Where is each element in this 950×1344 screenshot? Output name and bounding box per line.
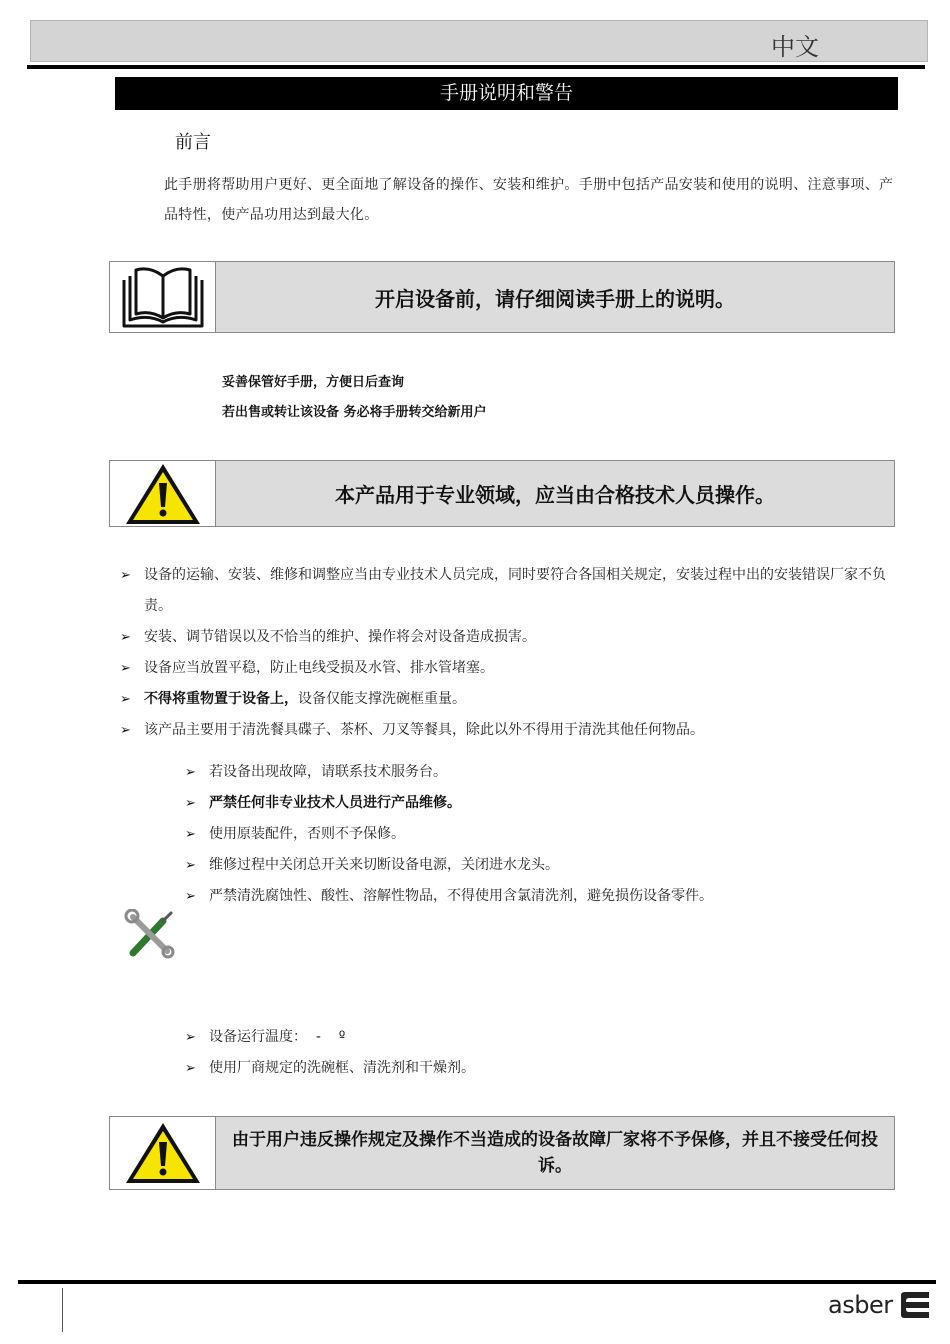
arrow-bullet-icon: ➢: [120, 692, 131, 707]
arrow-bullet-icon: ➢: [185, 889, 196, 904]
manual-note: 妥善保管好手册，方便日后查询: [222, 375, 405, 390]
header-bar: [30, 20, 928, 62]
list-item: ➢ 严禁清洗腐蚀性、酸性、溶解性物品，不得使用含氯清洗剂，避免损伤设备零件。: [185, 881, 885, 912]
footer-divider: [62, 1288, 63, 1332]
brand-name: asber: [828, 1291, 893, 1319]
warning-triangle-icon: [110, 1117, 216, 1189]
professional-use-box: [109, 460, 895, 527]
warning-triangle-icon: [110, 461, 216, 526]
arrow-bullet-icon: ➢: [185, 827, 196, 842]
brand-mark-icon: [899, 1291, 931, 1319]
manual-notes: [222, 368, 487, 428]
arrow-bullet-icon: ➢: [185, 1030, 196, 1045]
warranty-warning-box: [109, 1116, 895, 1190]
operation-list: [185, 1022, 885, 1084]
language-label: 中文: [771, 33, 819, 61]
list-item: ➢ 使用厂商规定的洗碗框、清洗剂和干燥剂。: [185, 1053, 885, 1084]
list-item: ➢ 维修过程中关闭总开关来切断设备电源，关闭进水龙头。: [185, 850, 885, 881]
arrow-bullet-icon: ➢: [120, 661, 131, 676]
list-item: ➢ 严禁任何非专业技术人员进行产品维修。: [185, 788, 885, 819]
arrow-bullet-icon: ➢: [185, 858, 196, 873]
header-rule: [27, 65, 925, 69]
maintenance-list: [185, 757, 885, 912]
manual-note: 若出售或转让该设备 务必将手册转交给新用户: [222, 405, 487, 420]
footer-rule: [18, 1280, 936, 1284]
arrow-bullet-icon: ➢: [185, 796, 196, 811]
arrow-bullet-icon: ➢: [120, 568, 131, 583]
list-item: ➢ 设备应当放置平稳，防止电线受损及水管、排水管堵塞。: [120, 653, 895, 684]
general-instructions-list: [120, 560, 895, 746]
list-item: ➢ 设备运行温度： - º: [185, 1022, 885, 1053]
list-item: ➢ 安装、调节错误以及不恰当的维护、操作将会对设备造成损害。: [120, 622, 895, 653]
list-item: ➢ 该产品主要用于清洗餐具碟子、茶杯、刀叉等餐具，除此以外不得用于清洗其他任何物品。: [120, 715, 895, 746]
arrow-bullet-icon: ➢: [120, 723, 131, 738]
arrow-bullet-icon: ➢: [185, 1061, 196, 1076]
preface-heading: 前言: [175, 132, 211, 153]
arrow-bullet-icon: ➢: [120, 630, 131, 645]
read-manual-text: 开启设备前，请仔细阅读手册上的说明。: [216, 262, 894, 332]
list-item: ➢ 使用原装配件，否则不予保修。: [185, 819, 885, 850]
list-item: ➢ 不得将重物置于设备上，设备仅能支撑洗碗框重量。: [120, 684, 895, 715]
warranty-warning-text: 由于用户违反操作规定及操作不当造成的设备故障厂家将不予保修，并且不接受任何投诉。: [216, 1117, 894, 1189]
professional-use-text: 本产品用于专业领域，应当由合格技术人员操作。: [216, 461, 894, 526]
read-manual-box: [109, 261, 895, 333]
list-item: ➢ 若设备出现故障，请联系技术服务台。: [185, 757, 885, 788]
section-title-bar: 手册说明和警告: [115, 77, 898, 110]
arrow-bullet-icon: ➢: [185, 765, 196, 780]
list-item: ➢ 设备的运输、安装、维修和调整应当由专业技术人员完成，同时要符合各国相关规定，安装过程中出的安装错误厂家不负责。: [120, 560, 895, 622]
open-book-icon: [110, 262, 216, 332]
preface-text: 此手册将帮助用户更好、更全面地了解设备的操作、安装和维护。手册中包括产品安装和使用的说明、注意事项、产品特性，使产品功用达到最大化。: [164, 177, 894, 223]
wrench-screwdriver-icon: [123, 909, 177, 963]
brand-logo: [828, 1291, 931, 1319]
